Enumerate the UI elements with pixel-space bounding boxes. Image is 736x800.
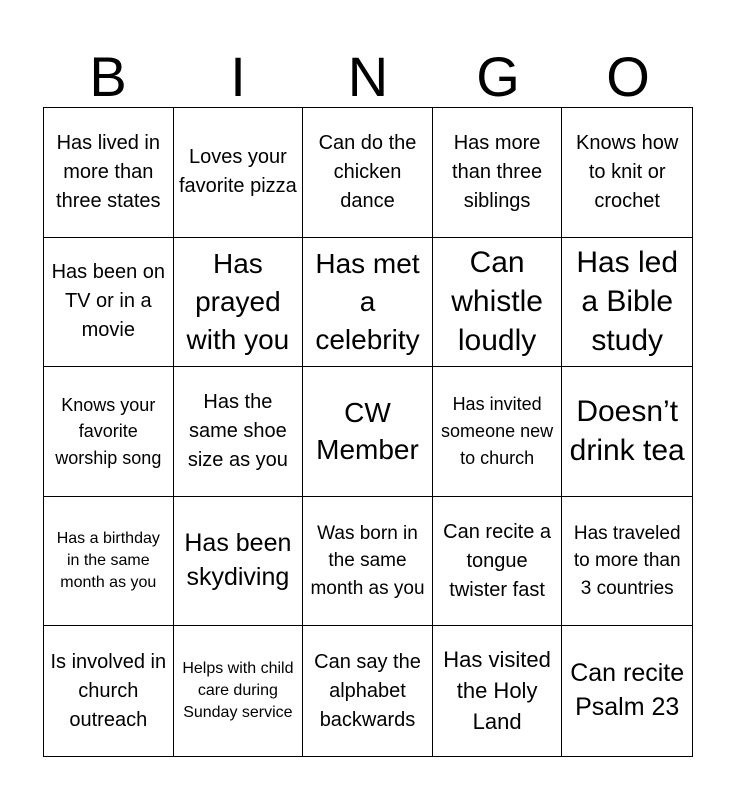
bingo-cell-r5-c5[interactable]: Can recite Psalm 23 xyxy=(570,659,685,722)
bingo-cell-r2-c4[interactable]: Can whistle loudly xyxy=(433,238,563,368)
header-letter-g: G xyxy=(476,45,520,108)
bingo-cell-r5-c4[interactable]: Has visited the Holy Land xyxy=(433,626,563,756)
header-letter-b: B xyxy=(89,45,127,108)
bingo-cell-r2-c3[interactable]: Has met a celebrity xyxy=(303,238,433,368)
bingo-header xyxy=(43,40,693,108)
bingo-cell-r3-c3[interactable]: CW Member xyxy=(303,367,433,497)
bingo-cell-r4-c2[interactable]: Has been skydiving xyxy=(174,497,304,627)
bingo-cell-r2-c1[interactable]: Has been on TV or in a movie xyxy=(44,238,174,368)
bingo-cell-r2-c5[interactable]: Has led a Bible study xyxy=(562,238,692,368)
header-letter-i: I xyxy=(230,45,246,108)
bingo-cell-r1-c1[interactable]: Has lived in more than three states xyxy=(44,108,174,238)
bingo-cell-r4-c1[interactable]: Has a birthday in the same month as you xyxy=(44,497,174,627)
header-letter-o: O xyxy=(606,45,650,108)
bingo-cell-r1-c2[interactable]: Loves your favorite pizza xyxy=(174,108,304,238)
header-letter-n: N xyxy=(347,45,389,108)
bingo-cell-r4-c3[interactable]: Was born in the same month as you xyxy=(303,497,433,627)
bingo-cell-r1-c4[interactable]: Has more than three siblings xyxy=(433,108,563,238)
bingo-cell-r2-c2[interactable]: Has prayed with you xyxy=(174,238,304,368)
bingo-cell-r3-c5[interactable]: Doesn’t drink tea xyxy=(562,367,692,497)
bingo-cell-r1-c3[interactable]: Can do the chicken dance xyxy=(303,108,433,238)
bingo-board xyxy=(43,107,693,757)
bingo-cell-r1-c5[interactable]: Knows how to knit or crochet xyxy=(562,108,692,238)
bingo-cell-r3-c4[interactable]: Has invited someone new to church xyxy=(433,367,563,497)
bingo-cell-r3-c1[interactable]: Knows your favorite worship song xyxy=(44,367,174,497)
bingo-cell-r4-c5[interactable]: Has traveled to more than 3 countries xyxy=(562,497,692,627)
bingo-cell-r4-c4[interactable]: Can recite a tongue twister fast xyxy=(433,497,563,627)
bingo-cell-r5-c3[interactable]: Can say the alphabet backwards xyxy=(303,626,433,756)
bingo-cell-r3-c2[interactable]: Has the same shoe size as you xyxy=(174,367,304,497)
bingo-cell-r5-c1[interactable]: Is involved in church outreach xyxy=(44,626,174,756)
bingo-cell-r5-c2[interactable]: Helps with child care during Sunday service xyxy=(174,626,304,756)
